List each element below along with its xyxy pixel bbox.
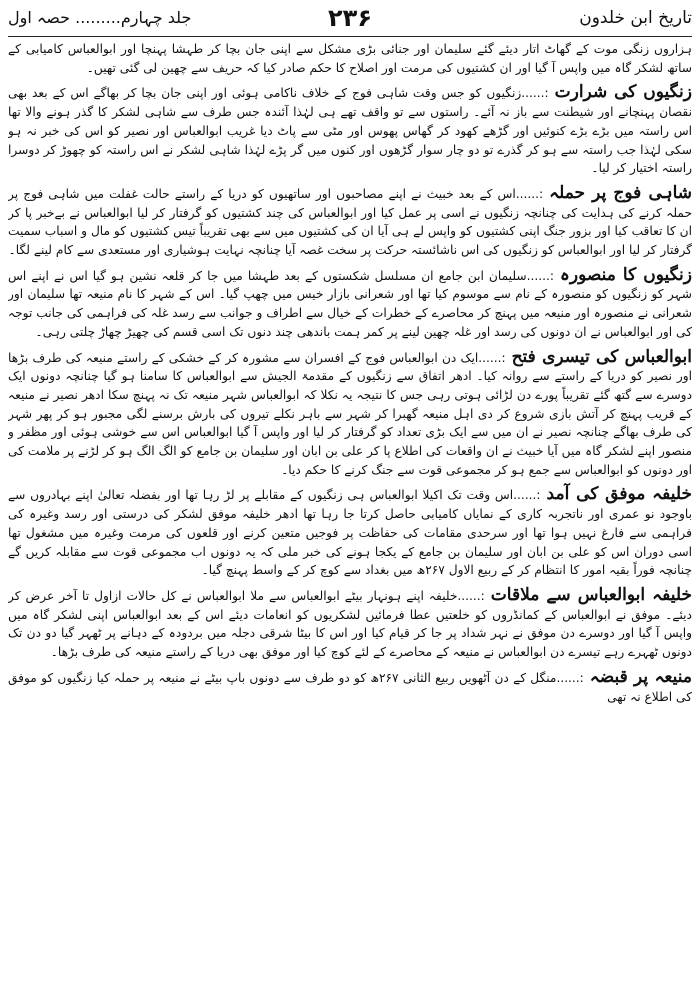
paragraph-text: :......منگل کے دن آٹھویں ربیع الثانی ۲۶۷ھ کو دو طرف سے دونوں باپ بیٹے نے منیعہ پر حملہ کیا زنگیوں کو موفق کی اطلاع نہ تھی — [8, 670, 692, 704]
body-text — [8, 40, 692, 996]
page-header — [8, 4, 692, 34]
section-heading: ابوالعباس کی تیسری فتح — [511, 346, 692, 367]
paragraph-text: ہزاروں زنگی موت کے گھاٹ اتار دیئے گئے سلیمان اور جنائی بڑی مشکل سے اپنی جان بچا کر طہشا پہنچا اور ابوالعباس کامیابی کے ساتھ لشکر گاہ میں واپس آ گیا اور ان کشتیوں کی مرمت اور اصلاح کا حکم صادر کیا کہ حریف سے چھین لی گئی تھیں۔ — [8, 42, 692, 75]
paragraph-attack-royal-army — [8, 184, 692, 260]
paragraph-capture-maniya — [8, 668, 692, 706]
section-heading: خلیفہ ابوالعباس سے ملاقات — [490, 584, 692, 605]
volume-label: جلد چہارم......... حصہ اول — [8, 8, 192, 27]
section-heading: زنگیوں کی شرارت — [554, 82, 692, 103]
paragraph-zangi-mischief — [8, 83, 692, 178]
section-heading: خلیفہ موفق کی آمد — [546, 484, 692, 505]
header-divider — [8, 36, 692, 37]
paragraph-third-victory — [8, 348, 692, 480]
section-heading: شاہی فوج پر حملہ — [549, 182, 692, 203]
paragraph-text: :......اس کے بعد خبیث نے اپنے مصاحبوں اور ساتھیوں کو دریا کے راستے حالت غفلت میں شاہی فوج پر حملہ کرنے کی ہدایت کی چنانچہ زنگیوں نے اسی پر عمل کیا اور ابوالعباس کی چند کشتیوں کو گرفتار کر لیا ابوالعباس نے بےخبر پا کر ان کا تعاقب کیا اور بزور جنگ اپنی کشتیوں کو واپس لے ہی آیا ان کی کشتیوں میں سے بھی تقریباً تیس کشتیوں کو مال و اسباب سمیت گرفتار کر لیا اور ابوالعباس کو زنگیوں کی اس ناشائستہ حرکت پر سخت غصہ آیا چنانچہ نہایت ہوشیاری اور مستعدی سے کام لینے لگا۔ — [8, 186, 692, 258]
paragraph-text: :......زنگیوں کو جس وقت شاہی فوج کے خلاف ناکامی ہوئی اور اپنی جان بچا کر بھاگے اس کے بعد بھی نقصان پہنچانے اور شیطنت سے باز نہ آئے۔ راستوں سے تو واقف تھے ہی لہٰذا آئندہ جس طرف سے شاہی لشکر کا گذر ہونے والا تھا اس راستہ میں بڑے بڑے کنوئیں اور گڑھے کھود کر گھاس پھوس اور مٹی سے پاٹ دیا غریب ابوالعباس اور نصیر کو اس کی خبر نہ ہو سکی لہٰذا جب راستہ سے ہو کر گذرے تو دو چار سوار گڑھوں اور کنوں میں گر پڑے لہٰذا شاہی لشکر نے اس راستہ کو چھوڑ کر دوسرا راستہ اختیار کر لیا۔ — [8, 86, 692, 176]
paragraph-text: :......خلیفہ اپنے ہونہار بیٹے ابوالعباس سے ملا ابوالعباس نے کل حالات ازاول تا آخر عرض کر دیئے۔ موفق نے ابوالعباس کے کمانڈروں کو خلعتیں عطا فرمائیں لشکریوں کو انعامات دیئے اس کے بعد ابوالعباس اپنی لشکر گاہ میں واپس آ گیا اور دوسرے دن موفق نے نہر شداد پر جا کر قیام کیا اور اس کا بیٹا شرقی دجلہ میں بردودہ کے دہانے پر ٹھہر گیا دو دن تک دونوں ٹھہرے رہے تیسرے دن ابوالعباس نے منیعہ کے محاصرے کے لئے کوچ کیا اور موفق بھی دریا کے راستے منیعہ کی طرف بڑھا۔ — [8, 588, 692, 660]
paragraph-meeting — [8, 586, 692, 662]
paragraph-intro — [8, 40, 692, 77]
book-title: تاریخ ابن خلدون — [579, 8, 692, 28]
paragraph-text: :......ایک دن ابوالعباس فوج کے افسران سے مشورہ کر کے خشکی کے راستے منیعہ کی طرف بڑھا اور نصیر کو دریا کے راستے سے روانہ کیا۔ ادھر اتفاق سے زنگیوں کے مقدمۃ الجیش سے ابوالعباس کا سامنا ہو گیا چنانچہ دونوں ایک دوسرے سے گتھ گئے تقریباً پورے دن لڑائی ہوتی رہی جس کا نتیجہ یہ نکلا کہ ابوالعباس شہر منیعہ تک نہ پہنچ سکا ادھر نصیر نے منیعہ کے قریب پہنچ کر آتش بازی شروع کر دی اہل منیعہ گھبرا کر شہر سے باہر نکلے تیروں کی بارش برسنے لگی مجبور ہو کر پھر شہر کی طرف بھاگے چنانچہ نصیر نے ان میں سے ایک بڑی تعداد کو گرفتار کر لیا اور واپس آ گیا ابوالعباس اس سے خوشی ہوئی اور مظفر و منصور اپنے لشکر گاہ میں آیا خبیث نے ان واقعات کی اطلاع پا کر علی بن ابان اور سلیمان بن جامع کو الگ الگ ہو کر لڑنے پر ملامت کی اور دونوں کو ابوالعباس سے جمع ہو کر مجموعی قوت سے جنگ کرنے کا حکم دیا۔ — [8, 350, 692, 477]
section-heading: منیعہ پر قبضہ — [589, 666, 692, 687]
paragraph-mansoora — [8, 266, 692, 342]
paragraph-text: :......اس وقت تک اکیلا ابوالعباس ہی زنگیوں کے مقابلے پر لڑ رہا تھا اور بفضلہ تعالیٰ اپنے بہادروں سے باوجود نو عمری اور ناتجربہ کاری کے نمایاں کامیابی حاصل کرتا جا رہا تھا ادھر خلیفہ موفق لشکر کی درستی اور رسد وغیرہ کی فراہمی سے فارغ نہیں ہوا تھا اور سرحدی مقامات کی حفاظت پر فوجیں متعین کرنے اور قلعوں کی مرمت وغیرہ میں مشغول تھا اسی دوران اس کو علی بن ابان اور سلیمان بن جامع کے یکجا ہونے کی خبر ملی کہ یہ دونوں اب مجموعی قوت سے مقابلہ کریں گے چنانچہ فوراً بقیہ امور کا انتظام کر کے ربیع الاول ۲۶۷ھ میں بغداد سے کوچ کر کے واسط پہنچ گیا۔ — [8, 488, 692, 578]
paragraph-text: :......سلیمان ابن جامع ان مسلسل شکستوں کے بعد طہشا میں جا کر قلعہ نشین ہو گیا اس نے اپنے اس شہر کو زنگیوں کو منصورہ کے نام سے موسوم کیا تھا اور شعرانی بازار خیس میں چھپ گیا۔ اس کے شہر کا نام منیعہ تھا سلیمان اور شعرانی نے منصورہ اور منیعہ میں پہنچ کر محاصرے کے خطرات کے خیال سے اطراف و جوانب سے رسد غلہ کی فراہمی کی جانب توجہ کی اور ابوالعباس نے ان دونوں کی رسد اور غلہ چھین لینے پر کمر ہمت باندھی چند دنوں تک اسی قسم کی چھیڑ چھاڑ چلتی رہی۔ — [8, 268, 692, 339]
section-heading: زنگیوں کا منصورہ — [559, 264, 692, 285]
paragraph-caliph-arrival — [8, 485, 692, 580]
page-number: ۲۳۶ — [328, 4, 372, 32]
